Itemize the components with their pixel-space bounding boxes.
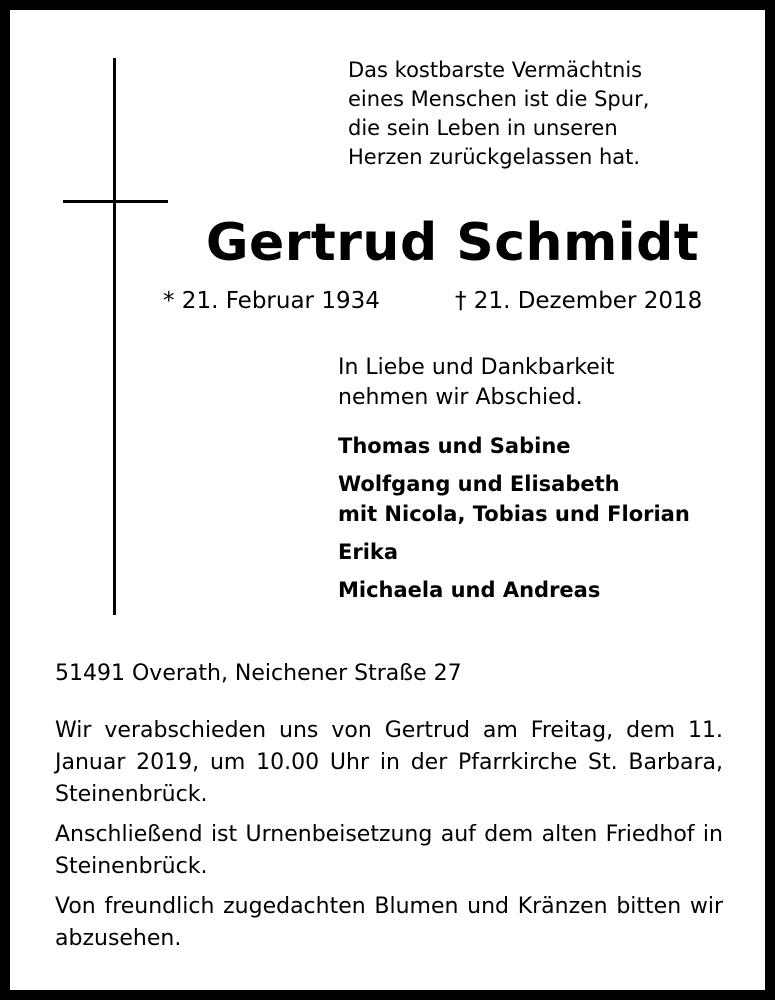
- birth-date: * 21. Februar 1934: [163, 288, 380, 314]
- farewell-line: nehmen wir Abschied.: [338, 385, 583, 410]
- deceased-name: Gertrud Schmidt: [205, 213, 700, 273]
- burial-paragraph: Anschließend ist Urnenbeisetzung auf dem alten Friedhof in Steinenbrück.: [55, 822, 723, 879]
- mourner-line: Wolfgang und Elisabeth: [338, 472, 620, 496]
- quote-line: Herzen zurückgelassen hat.: [348, 145, 641, 169]
- service-details: [55, 715, 723, 963]
- mourner-group: [338, 469, 690, 529]
- mourner-line: mit Nicola, Tobias und Florian: [338, 502, 690, 526]
- mourner-line: Thomas und Sabine: [338, 434, 571, 458]
- quote-line: die sein Leben in unseren: [348, 116, 618, 140]
- mourner-group: [338, 431, 690, 461]
- mourner-line: Erika: [338, 540, 399, 564]
- cross-symbol-vertical: [113, 58, 116, 615]
- farewell-text: [338, 353, 615, 413]
- quote-line: eines Menschen ist die Spur,: [348, 87, 650, 111]
- mourner-line: Michaela und Andreas: [338, 578, 601, 602]
- death-date: † 21. Dezember 2018: [455, 288, 703, 314]
- cross-symbol-horizontal: [63, 200, 168, 203]
- memorial-quote: [348, 56, 649, 172]
- service-paragraph: Wir verabschieden uns von Gertrud am Freitag, dem 11. Januar 2019, um 10.00 Uhr in der Pfarrkirche St. Barbara, Steinenbrück.: [55, 718, 723, 807]
- mourner-group: [338, 575, 690, 605]
- family-address: 51491 Overath, Neichener Straße 27: [55, 661, 462, 686]
- mourner-group: [338, 537, 690, 567]
- mourners-list: [338, 431, 690, 613]
- farewell-line: In Liebe und Dankbarkeit: [338, 355, 615, 380]
- flowers-paragraph: Von freundlich zugedachten Blumen und Kränzen bitten wir abzusehen.: [55, 894, 723, 951]
- quote-line: Das kostbarste Vermächtnis: [348, 58, 643, 82]
